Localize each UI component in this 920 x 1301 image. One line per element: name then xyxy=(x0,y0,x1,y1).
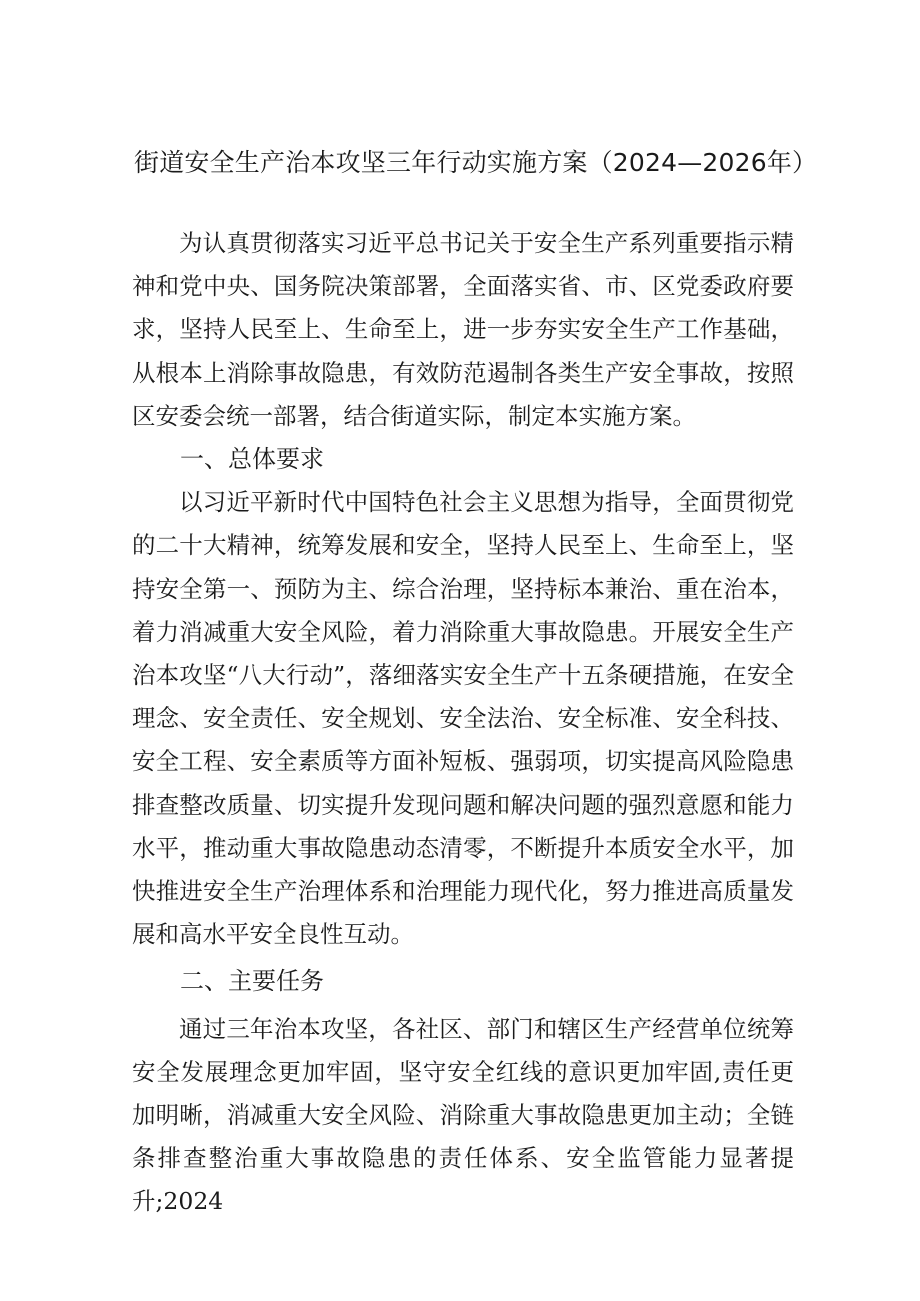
section-paragraph-main-tasks: 通过三年治本攻坚，各社区、部门和辖区生产经营单位统筹安全发展理念更加牢固，坚守安全红线的意识更加牢固,责任更加明晰，消减重大安全风险、消除重大事故隐患更加主动；全链条排查整治重大事故隐患的责任体系、安全监管能力显著提升;2024 xyxy=(132,1014,794,1216)
document-body xyxy=(132,222,794,1224)
section-paragraph-overall-requirements: 以习近平新时代中国特色社会主义思想为指导，全面贯彻党的二十大精神，统筹发展和安全，坚持人民至上、生命至上，坚持安全第一、预防为主、综合治理，坚持标本兼治、重在治本，着力消减重大安全风险，着力消除重大事故隐患。开展安全生产治本攻坚“八大行动”，落细落实安全生产十五条硬措施，在安全理念、安全责任、安全规划、安全法治、安全标准、安全科技、安全工程、安全素质等方面补短板、强弱项，切实提高风险隐患排查整改质量、切实提升发现问题和解决问题的强烈意愿和能力水平，推动重大事故隐患动态清零，不断提升本质安全水平，加快推进安全生产治理体系和治理能力现代化，努力推进高质量发展和高水平安全良性互动。 xyxy=(132,488,794,949)
intro-paragraph: 为认真贯彻落实习近平总书记关于安全生产系列重要指示精神和党中央、国务院决策部署，全面落实省、市、区党委政府要求，坚持人民至上、生命至上，进一步夯实安全生产工作基础，从根本上消除事故隐患，有效防范遏制各类生产安全事故，按照区安委会统一部署，结合街道实际，制定本实施方案。 xyxy=(132,229,794,430)
section-heading-main-tasks: 二、主要任务 xyxy=(180,967,324,996)
document-title: 街道安全生产治本攻坚三年行动实施方案（2024—2026年） xyxy=(134,148,818,177)
section-heading-overall-requirements: 一、总体要求 xyxy=(180,445,324,474)
